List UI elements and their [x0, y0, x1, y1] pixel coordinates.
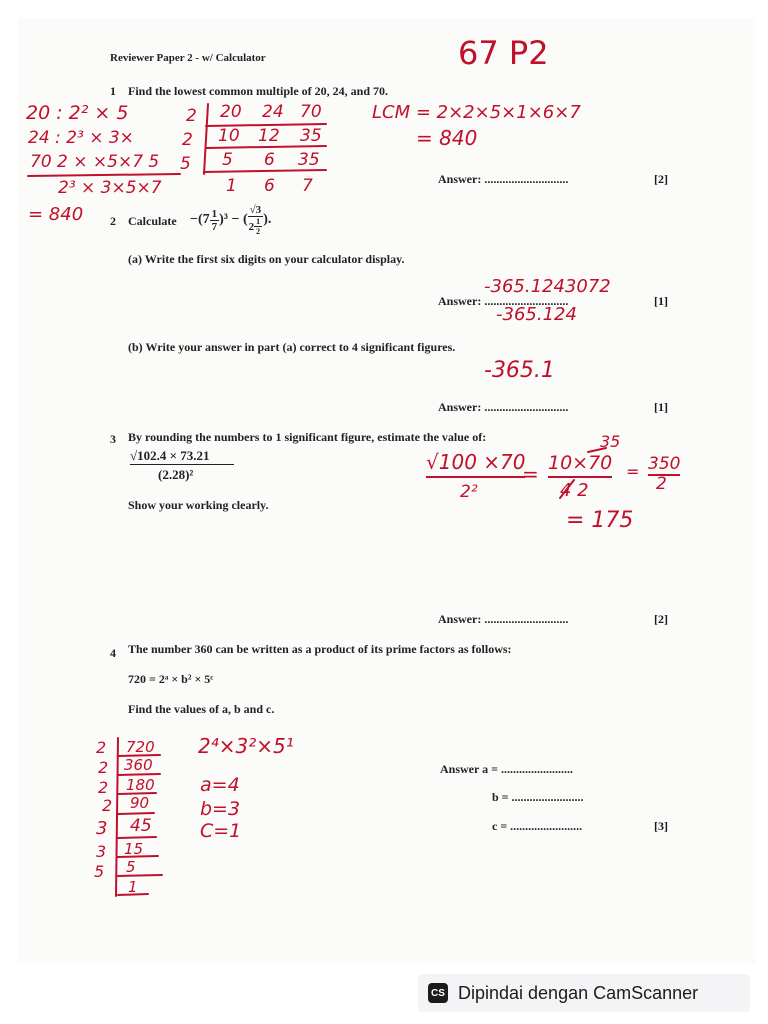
q4-ladder-quotient: 720 — [126, 738, 155, 756]
q1-lcm-line-2: = 840 — [416, 126, 478, 150]
q1-ladder-hline — [206, 124, 326, 126]
q1-work-line-3: 70 2 × ×5×7 5 — [30, 152, 160, 172]
q1-ladder-cell: 24 — [262, 102, 284, 122]
q2-number: 2 — [110, 214, 116, 228]
q1-work-line-4: 2³ × 3×5×7 — [58, 178, 162, 198]
q1-ladder-cell: 5 — [222, 150, 233, 170]
q1-work-line-2: 24 : 2³ × 3× — [28, 128, 134, 148]
q2b-text: (b) Write your answer in part (a) correct to 4 significant figures. — [128, 340, 456, 354]
paper-title: Reviewer Paper 2 - w/ Calculator — [110, 52, 266, 64]
q1-ladder-cell: 20 — [220, 102, 242, 122]
q4-answer-a: Answer a = ........................ — [440, 762, 573, 776]
q4-ladder-divisor: 2 — [102, 796, 113, 815]
q3-work-num2: 10×70 — [548, 452, 612, 478]
q1-ladder-hline — [206, 146, 326, 148]
camscanner-logo-icon: CS — [428, 983, 448, 1003]
q1-marks: [2] — [654, 172, 668, 186]
q2a-handwritten-answer: -365.124 — [496, 304, 577, 325]
q4-prime-product: 2⁴×3²×5¹ — [198, 734, 294, 758]
q3-cancel-stroke — [588, 448, 606, 452]
q2-inner-top: 1 — [256, 217, 261, 226]
q4-value-a: a=4 — [200, 774, 240, 796]
q4-ladder-vline — [116, 738, 118, 896]
q2a-marks: [1] — [654, 294, 668, 308]
q1-number: 1 — [110, 84, 116, 98]
q4-ladder-hline — [118, 856, 158, 857]
q3-work-den1: 2² — [460, 482, 478, 502]
q4-ladder-divisor: 2 — [98, 778, 109, 797]
q2-text: Calculate — [128, 214, 177, 228]
q1-work-line-5: = 840 — [28, 204, 84, 225]
q4-ladder-quotient: 360 — [124, 756, 153, 774]
q3-cancel-stroke — [560, 480, 574, 498]
handwritten-code: 67 P2 — [458, 34, 549, 72]
q3-work-eq2: = — [626, 462, 640, 481]
q1-ladder-cell: 10 — [218, 126, 240, 146]
q4-ladder-quotient: 90 — [130, 794, 150, 812]
q4-answer-c: c = ........................ — [492, 819, 583, 833]
q4-ladder-hline — [118, 793, 156, 794]
q4-answer-b: b = ........................ — [492, 790, 584, 804]
q3-instruction: Show your working clearly. — [128, 498, 269, 512]
q1-ladder-cell: 70 — [300, 102, 322, 122]
q4-number: 4 — [110, 646, 116, 660]
q1-ladder-cell: 1 — [226, 176, 237, 196]
camscanner-text: Dipindai dengan CamScanner — [458, 982, 699, 1003]
q1-ladder-cell: 35 — [298, 150, 320, 170]
q3-text: By rounding the numbers to 1 significant figure, estimate the value of: — [128, 430, 487, 444]
q4-ladder-divisor: 5 — [94, 862, 105, 881]
q4-ladder-quotient: 5 — [126, 858, 136, 876]
q1-ladder-cell: 6 — [264, 150, 275, 170]
q4-ladder-hline — [118, 894, 148, 895]
q4-ladder-divisor: 2 — [98, 758, 109, 777]
q1-ladder-divisor: 2 — [186, 106, 197, 126]
q4-ladder-hline — [118, 755, 160, 756]
q3-denominator: (2.28)² — [158, 467, 194, 482]
q3-work-result-den: 2 — [656, 474, 667, 494]
q1-ladder-cell: 7 — [302, 176, 313, 196]
q1-lcm-line-1: LCM = 2×2×5×1×6×7 — [372, 102, 581, 123]
q3-work-num1: √100 ×70 — [426, 450, 525, 478]
q4-ladder-hline — [118, 875, 162, 876]
q1-ladder-hline — [204, 170, 326, 172]
q3-work-eq1: = — [522, 462, 539, 486]
q3-work-result-num: 350 — [648, 454, 681, 474]
q2-expr-part: )³ − ( — [219, 212, 248, 227]
q4-text: The number 360 can be written as a product of its prime factors as follows: — [128, 642, 512, 656]
q3-answer-line: Answer: ............................ — [438, 612, 569, 626]
q2-frac-bottom: 7 — [211, 220, 218, 233]
q2a-text: (a) Write the first six digits on your calculator display. — [128, 252, 405, 266]
q4-instruction: Find the values of a, b and c. — [128, 702, 275, 716]
q3-work-den2: 4 2 — [560, 480, 589, 501]
q2a-answer-line: Answer: ............................ — [438, 294, 569, 308]
q4-ladder-quotient: 15 — [124, 840, 144, 858]
q2-frac-top: 1 — [211, 207, 218, 220]
q3-work-final: = 175 — [566, 508, 634, 533]
q1-ladder-vline — [204, 104, 208, 174]
q4-ladder-divisor: 3 — [96, 818, 108, 839]
q1-ladder-cell: 12 — [258, 126, 280, 146]
q4-equation: 720 = 2ᵃ × b² × 5ᶜ — [128, 672, 214, 686]
q1-ladder-cell: 6 — [264, 176, 275, 196]
q4-ladder-hline — [118, 813, 154, 814]
q4-ladder-quotient: 180 — [126, 776, 155, 794]
q1-work-line-1: 20 : 2² × 5 — [26, 102, 129, 124]
q2a-handwritten-full: -365.1243072 — [484, 276, 611, 297]
q2b-handwritten: -365.1 — [484, 358, 555, 383]
q2-frac-top: √3 — [249, 204, 262, 216]
q1-answer-line: Answer: ............................ — [438, 172, 569, 186]
q2-whole: 2 — [248, 220, 255, 233]
q4-ladder-quotient: 1 — [128, 878, 138, 896]
q1-ladder-divisor: 5 — [180, 154, 191, 174]
camscanner-watermark — [418, 974, 750, 1012]
q2b-answer-line: Answer: ............................ — [438, 400, 569, 414]
q4-ladder-divisor: 2 — [96, 738, 107, 757]
q1-ladder-cell: 35 — [300, 126, 322, 146]
q1-work-underline — [28, 174, 180, 176]
q1-text: Find the lowest common multiple of 20, 24, and 70. — [128, 84, 389, 98]
q3-numerator: √102.4 × 73.21 — [130, 448, 234, 465]
q4-value-b: b=3 — [200, 798, 241, 820]
q4-marks: [3] — [654, 819, 668, 833]
q2-expr-part: ). — [263, 212, 272, 227]
q4-ladder-hline — [118, 774, 160, 775]
q2b-marks: [1] — [654, 400, 668, 414]
q2-expr-part: −(7 — [190, 212, 210, 227]
q3-number: 3 — [110, 432, 116, 446]
q4-ladder-hline — [118, 837, 156, 838]
q3-work-cancel: 35 — [600, 432, 621, 451]
q4-ladder-quotient: 45 — [130, 816, 152, 836]
q4-ladder-divisor: 3 — [96, 842, 107, 861]
q1-ladder-divisor: 2 — [182, 130, 193, 150]
q4-value-c: C=1 — [200, 820, 242, 842]
q3-marks: [2] — [654, 612, 668, 626]
q2-inner-bottom: 2 — [256, 227, 261, 236]
